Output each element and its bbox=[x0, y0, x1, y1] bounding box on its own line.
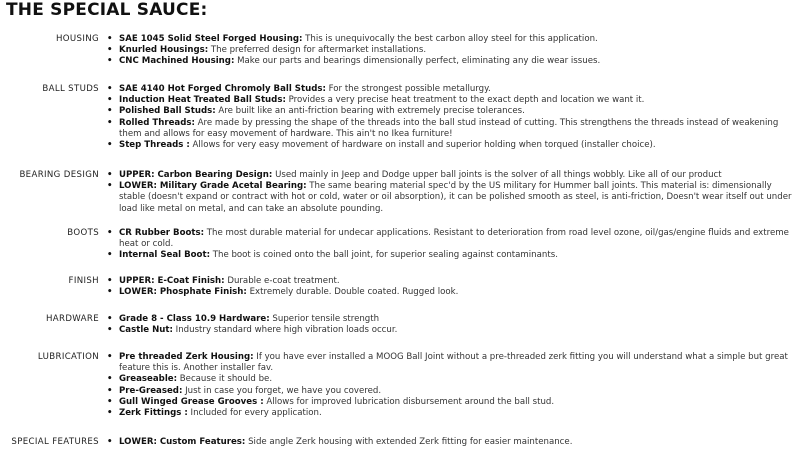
section-item-list bbox=[106, 276, 796, 298]
spec-item-text: Used mainly in Jeep and Dodge upper ball joints is the solver of all things wobbly. Like all of our product bbox=[272, 170, 722, 180]
spec-item bbox=[106, 386, 796, 397]
spec-item-text: For the strongest possible metallurgy. bbox=[325, 84, 491, 94]
spec-item-heading: Polished Ball Studs: bbox=[119, 106, 216, 117]
spec-item bbox=[106, 95, 796, 106]
spec-item bbox=[106, 352, 796, 374]
section-label: HARDWARE bbox=[45, 314, 99, 324]
spec-item-text: Allows for very easy movement of hardware on install and superior holding when torqued (installer choice). bbox=[189, 140, 656, 151]
spec-item bbox=[106, 287, 796, 298]
spec-item-text: The same bearing material spec'd by the US military for Hummer ball joints. This material is: dimensionally stable (doesn't expand or contract with hot or cold, water or oil absorption), it can be polished smooth as steel, is anti-friction, Doesn't wear itself out under load like metal on metal, and can take an absolute pounding. bbox=[119, 181, 792, 214]
section-item-list bbox=[106, 228, 796, 262]
spec-item-text: Are made by pressing the shape of the threads into the ball stud instead of cutting. This strengthens the threads instead of weakening them and allows for easy movement of hardware. This ain't no Ikea furniture! bbox=[119, 117, 779, 139]
section-label: BEARING DESIGN bbox=[19, 170, 99, 180]
spec-item bbox=[106, 170, 796, 181]
spec-item-text: Just in case you forget, we have you covered. bbox=[182, 385, 382, 396]
spec-item bbox=[106, 34, 796, 45]
spec-item-text: Extremely durable. Double coated. Rugged look. bbox=[246, 287, 459, 298]
section-label: SPECIAL FEATURES bbox=[11, 437, 99, 447]
spec-item bbox=[106, 325, 796, 336]
spec-item bbox=[106, 181, 796, 215]
spec-item bbox=[106, 408, 796, 419]
spec-item bbox=[106, 437, 796, 448]
spec-item bbox=[106, 45, 796, 56]
section-item-list bbox=[106, 437, 796, 448]
spec-item-text: Because it should be. bbox=[177, 374, 273, 385]
spec-item-heading: LOWER: Military Grade Acetal Bearing: bbox=[119, 181, 307, 192]
spec-item bbox=[106, 276, 796, 287]
spec-item-heading: Grade 8 - Class 10.9 Hardware: bbox=[119, 314, 270, 324]
spec-item bbox=[106, 56, 796, 67]
spec-item bbox=[106, 397, 796, 408]
spec-item bbox=[106, 106, 796, 117]
spec-item-text: The most durable material for undecar applications. Resistant to deterioration from road level ozone, oil/gas/engine fluids and extreme heat or cold. bbox=[119, 228, 789, 250]
section-item-list bbox=[106, 170, 796, 215]
spec-item-text: Side angle Zerk housing with extended Zerk fitting for easier maintenance. bbox=[245, 437, 573, 447]
spec-item-heading: SAE 4140 Hot Forged Chromoly Ball Studs: bbox=[119, 84, 326, 94]
spec-item-text: Included for every application. bbox=[187, 408, 322, 419]
spec-item bbox=[106, 140, 796, 151]
spec-item-heading: Castle Nut: bbox=[119, 325, 173, 336]
spec-item-heading: Zerk Fittings : bbox=[119, 408, 188, 419]
spec-item-heading: Rolled Threads: bbox=[119, 117, 195, 128]
page-title: THE SPECIAL SAUCE: bbox=[6, 0, 208, 20]
spec-item-heading: CNC Machined Housing: bbox=[119, 56, 235, 67]
spec-item-text: If you have ever installed a MOOG Ball Joint without a pre-threaded zerk fitting you will understand what a simple but great feature this is. Another installer fav. bbox=[119, 352, 788, 374]
section-item-list bbox=[106, 34, 796, 68]
spec-item-text: This is unequivocally the best carbon alloy steel for this application. bbox=[302, 34, 598, 44]
section-label: BALL STUDS bbox=[42, 84, 99, 94]
spec-item-heading: Internal Seal Boot: bbox=[119, 250, 211, 261]
spec-item-heading: Induction Heat Treated Ball Studs: bbox=[119, 95, 286, 106]
spec-item bbox=[106, 228, 796, 250]
section-item-list bbox=[106, 84, 796, 151]
spec-item-heading: LOWER: Phosphate Finish: bbox=[119, 287, 247, 298]
spec-item-text: Are built like an anti-friction bearing with extremely precise tolerances. bbox=[215, 106, 525, 117]
spec-item-heading: Knurled Housings: bbox=[119, 45, 209, 56]
spec-item-heading: CR Rubber Boots: bbox=[119, 228, 205, 238]
spec-item-text: Durable e-coat treatment. bbox=[224, 276, 340, 286]
spec-item bbox=[106, 118, 796, 140]
spec-item-text: The boot is coined onto the ball joint, for superior sealing against contaminants. bbox=[210, 250, 558, 261]
spec-item-heading: Pre threaded Zerk Housing: bbox=[119, 352, 254, 362]
spec-item-heading: SAE 1045 Solid Steel Forged Housing: bbox=[119, 34, 303, 44]
spec-item bbox=[106, 250, 796, 261]
spec-item-text: Make our parts and bearings dimensionally perfect, eliminating any die wear issues. bbox=[234, 56, 601, 67]
section-item-list bbox=[106, 352, 796, 419]
spec-item-text: The preferred design for aftermarket installations. bbox=[208, 45, 427, 56]
spec-item bbox=[106, 374, 796, 385]
spec-item bbox=[106, 314, 796, 325]
spec-item-heading: Step Threads : bbox=[119, 140, 190, 151]
section-label: LUBRICATION bbox=[37, 352, 99, 362]
spec-item-text: Provides a very precise heat treatment to the exact depth and location we want it. bbox=[285, 95, 645, 106]
section-label: FINISH bbox=[68, 276, 99, 286]
section-item-list bbox=[106, 314, 796, 336]
spec-item-text: Industry standard where high vibration loads occur. bbox=[172, 325, 398, 336]
section-label: HOUSING bbox=[55, 34, 99, 44]
spec-item-text: Superior tensile strength bbox=[269, 314, 380, 324]
spec-item-heading: Gull Winged Grease Grooves : bbox=[119, 396, 264, 407]
spec-item-heading: UPPER: Carbon Bearing Design: bbox=[119, 170, 273, 180]
spec-item-text: Allows for improved lubrication disbursement around the ball stud. bbox=[263, 396, 555, 407]
spec-item-heading: LOWER: Custom Features: bbox=[119, 437, 246, 447]
spec-item-heading: UPPER: E-Coat Finish: bbox=[119, 276, 225, 286]
section-label: BOOTS bbox=[67, 228, 99, 238]
spec-item bbox=[106, 84, 796, 95]
spec-item-heading: Pre-Greased: bbox=[119, 385, 183, 396]
spec-item-heading: Greaseable: bbox=[119, 374, 178, 385]
